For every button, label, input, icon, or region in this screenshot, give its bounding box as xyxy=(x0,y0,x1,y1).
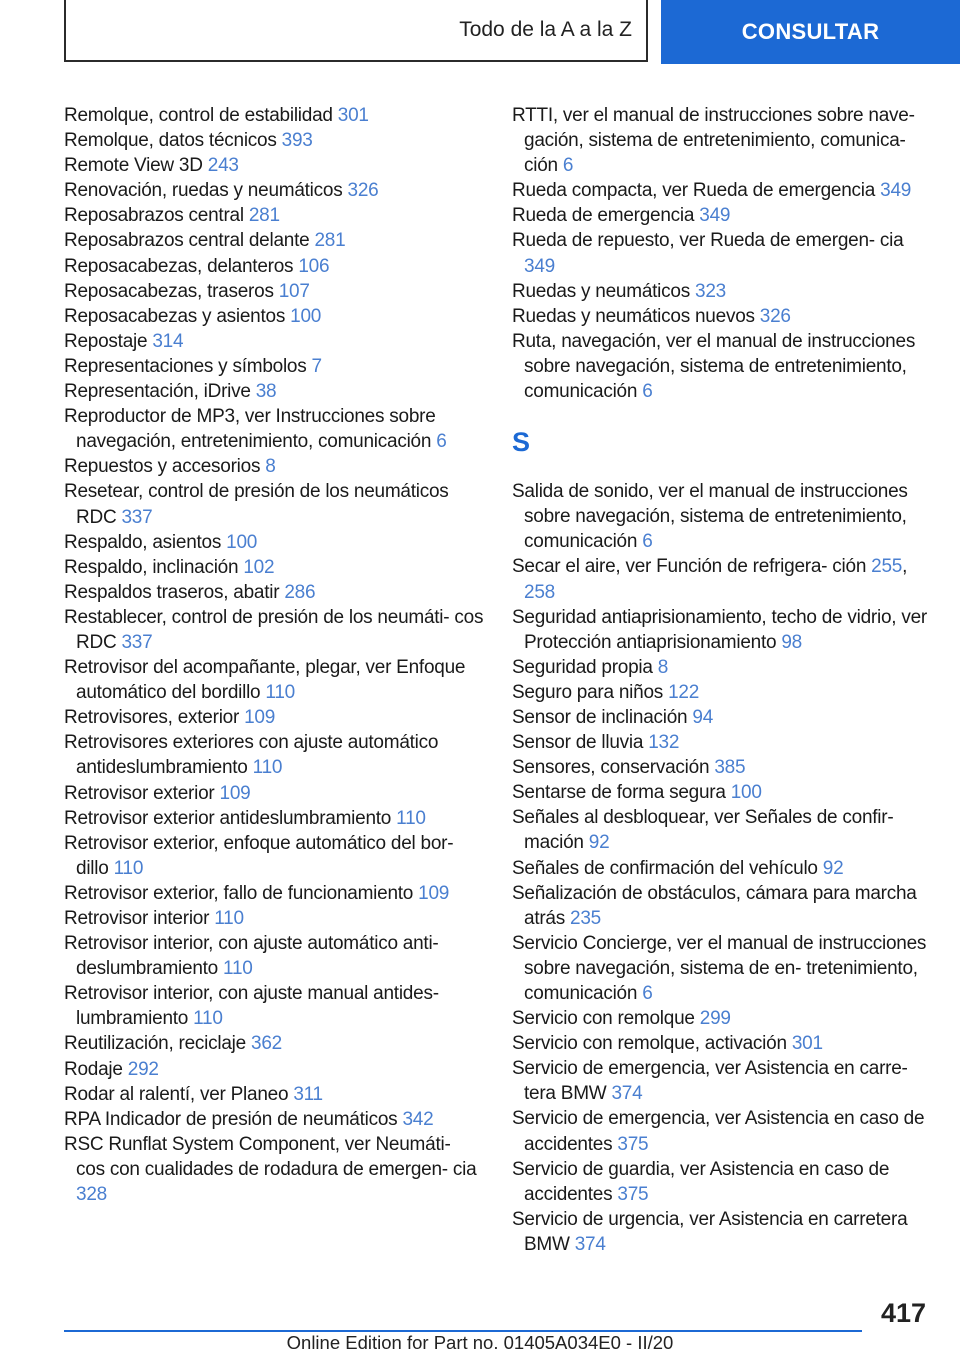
page-reference-link[interactable]: 110 xyxy=(265,682,295,704)
page-reference-link[interactable]: 374 xyxy=(611,1083,643,1105)
page-reference-link[interactable]: 92 xyxy=(822,857,844,879)
page-reference-link[interactable]: 299 xyxy=(699,1008,731,1030)
index-entry-text: Remolque, datos técnicos xyxy=(64,130,277,152)
index-entry-text: Reposacabezas, traseros xyxy=(64,280,274,302)
page-reference-link[interactable]: 38 xyxy=(255,381,277,403)
page-reference-link[interactable]: 286 xyxy=(284,581,316,603)
index-column-right xyxy=(512,103,932,1257)
index-entry-text: Sensores, conservación xyxy=(512,757,710,779)
page-reference-link[interactable]: 110 xyxy=(223,958,253,980)
index-entry xyxy=(64,580,484,605)
index-entry xyxy=(512,304,932,329)
index-entry xyxy=(512,1006,932,1031)
index-entry xyxy=(512,856,932,881)
page-reference-link[interactable]: 301 xyxy=(791,1033,823,1055)
page-reference-link[interactable]: 107 xyxy=(278,280,310,302)
index-column-left xyxy=(64,103,484,1207)
index-entry-text: Seguridad antiaprisionamiento, techo de vidrio, ver Protección antiaprisionamiento xyxy=(512,606,928,653)
index-entry-text: Sensor de lluvia xyxy=(512,732,644,754)
index-entry xyxy=(512,755,932,780)
page-reference-link[interactable]: 6 xyxy=(642,531,653,553)
index-entry xyxy=(512,730,932,755)
page-reference-link[interactable]: 314 xyxy=(152,330,184,352)
index-entry xyxy=(512,203,932,228)
index-entry-text: Repuestos y accesorios xyxy=(64,456,261,478)
index-entry-text: Reproductor de MP3, ver Instrucciones sobre navegación, entretenimiento, comunicación xyxy=(64,406,436,453)
index-entry xyxy=(64,128,484,153)
index-entry xyxy=(512,103,932,178)
index-entry xyxy=(512,605,932,655)
page-reference-link[interactable]: 301 xyxy=(337,105,369,126)
index-entry xyxy=(64,906,484,931)
index-entry xyxy=(64,228,484,253)
page-reference-link[interactable]: 122 xyxy=(668,681,700,703)
page-reference-link[interactable]: 326 xyxy=(759,305,791,327)
page-reference-link[interactable]: 281 xyxy=(314,230,346,252)
index-entry-text: Señales de confirmación del vehículo xyxy=(512,857,818,879)
index-entry xyxy=(512,178,932,203)
index-entry-text: Reposabrazos central delante xyxy=(64,230,310,252)
page-reference-link[interactable]: 349 xyxy=(699,205,731,227)
index-entry-text: Respaldo, asientos xyxy=(64,531,222,553)
page-reference-link[interactable]: 100 xyxy=(226,531,258,553)
index-entry xyxy=(64,329,484,354)
page-reference-link[interactable]: 255 xyxy=(871,556,903,578)
index-entry xyxy=(512,228,932,278)
page-reference-link[interactable]: 337 xyxy=(121,506,153,528)
index-entry-text: Representaciones y símbolos xyxy=(64,355,307,377)
index-entry xyxy=(64,479,484,529)
index-entry-text: Servicio con remolque, activación xyxy=(512,1033,787,1055)
index-entry-text: Representación, iDrive xyxy=(64,381,251,403)
page-reference-link[interactable]: 100 xyxy=(730,782,762,804)
page-reference-link[interactable]: 109 xyxy=(219,782,251,804)
page-reference-link[interactable]: 7 xyxy=(311,355,322,377)
index-entry-text: Servicio de emergencia, ver Asistencia en caso de accidentes xyxy=(512,1108,925,1155)
page-reference-link[interactable]: 110 xyxy=(396,807,426,829)
page-reference-link[interactable]: 6 xyxy=(642,983,653,1004)
index-entry xyxy=(64,1057,484,1082)
index-entry-text: Retrovisor interior, con ajuste automático anti- deslumbramiento xyxy=(64,933,439,980)
page-reference-link[interactable]: 375 xyxy=(617,1183,649,1205)
index-entry-text: Rodaje xyxy=(64,1058,123,1080)
footer-edition xyxy=(0,1332,960,1354)
index-entry xyxy=(512,805,932,855)
index-entry-text: Seguridad propia xyxy=(512,656,653,678)
page-reference-link[interactable]: 94 xyxy=(692,706,714,728)
index-entry xyxy=(64,304,484,329)
index-entry-text: Sensor de inclinación xyxy=(512,706,688,728)
page-reference-link[interactable]: 6 xyxy=(642,381,653,403)
index-entry xyxy=(64,705,484,730)
index-entry xyxy=(64,530,484,555)
index-entry xyxy=(64,379,484,404)
index-entry-text: Reutilización, reciclaje xyxy=(64,1033,246,1055)
index-entry-text: Salida de sonido, ver el manual de instrucciones sobre navegación, sistema de entretenimiento, comunicación xyxy=(512,481,908,553)
page-reference-link[interactable]: 328 xyxy=(76,1184,107,1206)
index-entry-text: Retrovisores exteriores con ajuste automático antideslumbramiento xyxy=(64,732,439,779)
index-entry xyxy=(64,1107,484,1132)
index-entry xyxy=(512,1157,932,1207)
index-entry-text: Secar el aire, ver Función de refrigera- ción xyxy=(512,556,867,578)
index-entry-text: Ruedas y neumáticos nuevos xyxy=(512,305,755,327)
page-reference-link[interactable]: 385 xyxy=(714,757,746,779)
index-entry xyxy=(512,279,932,304)
tab-consultar-label: CONSULTAR xyxy=(741,19,880,44)
page-reference-link[interactable]: 281 xyxy=(248,205,280,227)
page-reference-link[interactable]: 258 xyxy=(524,581,555,603)
page-reference-link[interactable]: 106 xyxy=(298,255,330,277)
index-entry-text: Remolque, control de estabilidad xyxy=(64,105,333,126)
index-entry xyxy=(512,655,932,680)
index-entry-text: Rueda de emergencia xyxy=(512,205,695,227)
index-entry-text: Respaldo, inclinación xyxy=(64,556,239,578)
tab-consultar[interactable] xyxy=(661,0,960,64)
index-entry xyxy=(64,203,484,228)
index-entry xyxy=(512,1106,932,1156)
footer-edition-text: Online Edition for Part no. 01405A034E0 - II/20 xyxy=(286,1332,674,1353)
index-entry-text: Retrovisor exterior xyxy=(64,782,215,804)
page-reference-link[interactable]: 393 xyxy=(281,130,313,152)
page-reference-link[interactable]: 110 xyxy=(113,857,144,879)
index-entry xyxy=(64,178,484,203)
index-entry xyxy=(64,254,484,279)
page-reference-link[interactable]: 292 xyxy=(127,1058,159,1080)
page-reference-link[interactable]: 349 xyxy=(524,255,555,277)
index-entry xyxy=(512,881,932,931)
index-entry xyxy=(64,1082,484,1107)
section-letter-heading: S xyxy=(512,427,531,458)
index-entry-text: Respaldos traseros, abatir xyxy=(64,581,280,603)
index-entry xyxy=(512,329,932,404)
page-reference-link[interactable]: 109 xyxy=(418,882,450,904)
index-entry-text: Reposacabezas, delanteros xyxy=(64,255,294,277)
index-entry-text: Servicio de guardia, ver Asistencia en caso de accidentes xyxy=(512,1158,890,1205)
index-entry xyxy=(512,1031,932,1056)
index-entry xyxy=(64,454,484,479)
index-entry-text: RPA Indicador de presión de neumáticos xyxy=(64,1108,398,1130)
page-reference-link[interactable]: 132 xyxy=(648,732,680,754)
page-reference-link[interactable]: 326 xyxy=(347,180,379,202)
page-reference-link[interactable]: 6 xyxy=(436,431,447,453)
page-reference-link[interactable]: 109 xyxy=(244,707,276,729)
page-reference-link[interactable]: 342 xyxy=(402,1108,434,1130)
index-entry xyxy=(64,1132,484,1207)
index-entry-text: Retrovisor del acompañante, plegar, ver Enfoque automático del bordillo xyxy=(64,657,466,704)
index-group-r xyxy=(512,103,932,404)
index-entry-text: Señalización de obstáculos, cámara para marcha atrás xyxy=(512,882,917,929)
index-entry xyxy=(512,705,932,730)
index-entry xyxy=(512,1207,932,1257)
index-entry-text: Rueda compacta, ver Rueda de emergencia xyxy=(512,180,876,202)
index-entry-text: Ruta, navegación, ver el manual de instrucciones sobre navegación, sistema de entretenimiento, comunicación xyxy=(512,330,916,403)
index-entry xyxy=(64,781,484,806)
index-entry xyxy=(64,555,484,580)
page-reference-link[interactable]: 375 xyxy=(617,1133,649,1155)
index-entry xyxy=(64,655,484,705)
index-entry xyxy=(64,881,484,906)
index-entry xyxy=(64,931,484,981)
index-entry xyxy=(64,831,484,881)
index-entry-text: Reposacabezas y asientos xyxy=(64,305,286,327)
index-entry-text: Resetear, control de presión de los neumáticos RDC xyxy=(64,481,449,528)
index-entry-text: RTTI, ver el manual de instrucciones sobre nave- gación, sistema de entretenimiento, comunica- ción xyxy=(512,105,915,177)
index-entry-text: Renovación, ruedas y neumáticos xyxy=(64,180,343,202)
index-entry-text: Rueda de repuesto, ver Rueda de emergen- cia xyxy=(512,230,904,252)
index-entry xyxy=(512,780,932,805)
page-reference-link[interactable]: 349 xyxy=(880,180,912,202)
index-entry-text: Rodar al ralentí, ver Planeo xyxy=(64,1083,289,1105)
index-entry xyxy=(512,479,932,554)
index-entry-text: Retrovisores, exterior xyxy=(64,707,240,729)
index-entry-text: Retrovisor interior xyxy=(64,908,210,929)
index-entry-text: RSC Runflat System Component, ver Neumáti- cos con cualidades de rodadura de emergen- cia xyxy=(64,1133,477,1180)
index-entry-text: Ruedas y neumáticos xyxy=(512,280,690,302)
index-entry xyxy=(64,806,484,831)
index-entry-text: Servicio de emergencia, ver Asistencia en carre- tera BMW xyxy=(512,1058,908,1105)
index-entry xyxy=(64,404,484,454)
page-reference-link[interactable]: 235 xyxy=(570,907,601,929)
page-reference-link[interactable]: 337 xyxy=(121,631,153,653)
page-reference-link[interactable]: 323 xyxy=(695,280,726,302)
index-entry-text: Retrovisor exterior antideslumbramiento xyxy=(64,807,392,829)
index-group-s xyxy=(512,479,932,1257)
tab-a-to-z-label: Todo de la A a la Z xyxy=(459,18,632,41)
page-reference-link[interactable]: 362 xyxy=(251,1033,282,1055)
index-entry-text: Servicio con remolque xyxy=(512,1008,695,1030)
page-reference-link[interactable]: 92 xyxy=(588,832,610,854)
page-reference-link[interactable]: 243 xyxy=(207,155,239,177)
index-entry xyxy=(512,680,932,705)
index-entry-text: Restablecer, control de presión de los neumáti- cos RDC xyxy=(64,606,484,653)
index-entry-text: Sentarse de forma segura xyxy=(512,782,726,804)
index-entry xyxy=(64,354,484,379)
index-entry xyxy=(512,1056,932,1106)
page-reference-link[interactable]: 8 xyxy=(657,656,669,678)
index-entry xyxy=(64,1031,484,1056)
index-entry-text: Servicio Concierge, ver el manual de instrucciones sobre navegación, sistema de en- tretenimiento, comunicación xyxy=(512,932,927,1004)
index-entry xyxy=(64,605,484,655)
page-reference-link[interactable]: 102 xyxy=(243,556,275,578)
index-entry xyxy=(64,153,484,178)
page-reference-link[interactable]: 100 xyxy=(290,305,322,327)
index-entry-text: Repostaje xyxy=(64,330,148,352)
page-reference-link[interactable]: 110 xyxy=(193,1008,223,1030)
index-entry xyxy=(512,931,932,1006)
page-reference-link[interactable]: 8 xyxy=(265,456,276,478)
index-entry: Secar el aire, ver Función de refrigera- ción 255, 258 xyxy=(512,556,908,603)
page-number: 417 xyxy=(880,1298,926,1328)
page-reference-link[interactable]: 6 xyxy=(562,155,574,177)
tab-bar xyxy=(0,0,960,66)
index-entry-text: Retrovisor interior, con ajuste manual antides- lumbramiento xyxy=(64,983,439,1030)
page-reference-link[interactable]: 110 xyxy=(214,908,244,929)
index-entry-text: Servicio de urgencia, ver Asistencia en carretera BMW xyxy=(512,1208,908,1255)
index-entry xyxy=(64,981,484,1031)
index-entry xyxy=(64,279,484,304)
index-entry-text: Seguro para niños xyxy=(512,681,664,703)
index-entry xyxy=(64,103,484,128)
index-entry xyxy=(64,730,484,780)
index-entry-text: Retrovisor exterior, fallo de funcionamiento xyxy=(64,882,414,904)
tab-a-to-z[interactable] xyxy=(64,0,648,62)
index-entry-text: Señales al desbloquear, ver Señales de confir- mación xyxy=(512,807,894,854)
index-entry-text: Retrovisor exterior, enfoque automático del bor- dillo xyxy=(64,832,454,879)
index-entry-text: Remote View 3D xyxy=(64,155,203,177)
page-reference-link[interactable]: 98 xyxy=(781,631,802,653)
page-reference-link[interactable]: 311 xyxy=(293,1083,323,1105)
index-entry-text: Reposabrazos central xyxy=(64,205,244,227)
page-reference-link[interactable]: 374 xyxy=(574,1233,606,1255)
page-reference-link[interactable]: 110 xyxy=(252,757,283,779)
